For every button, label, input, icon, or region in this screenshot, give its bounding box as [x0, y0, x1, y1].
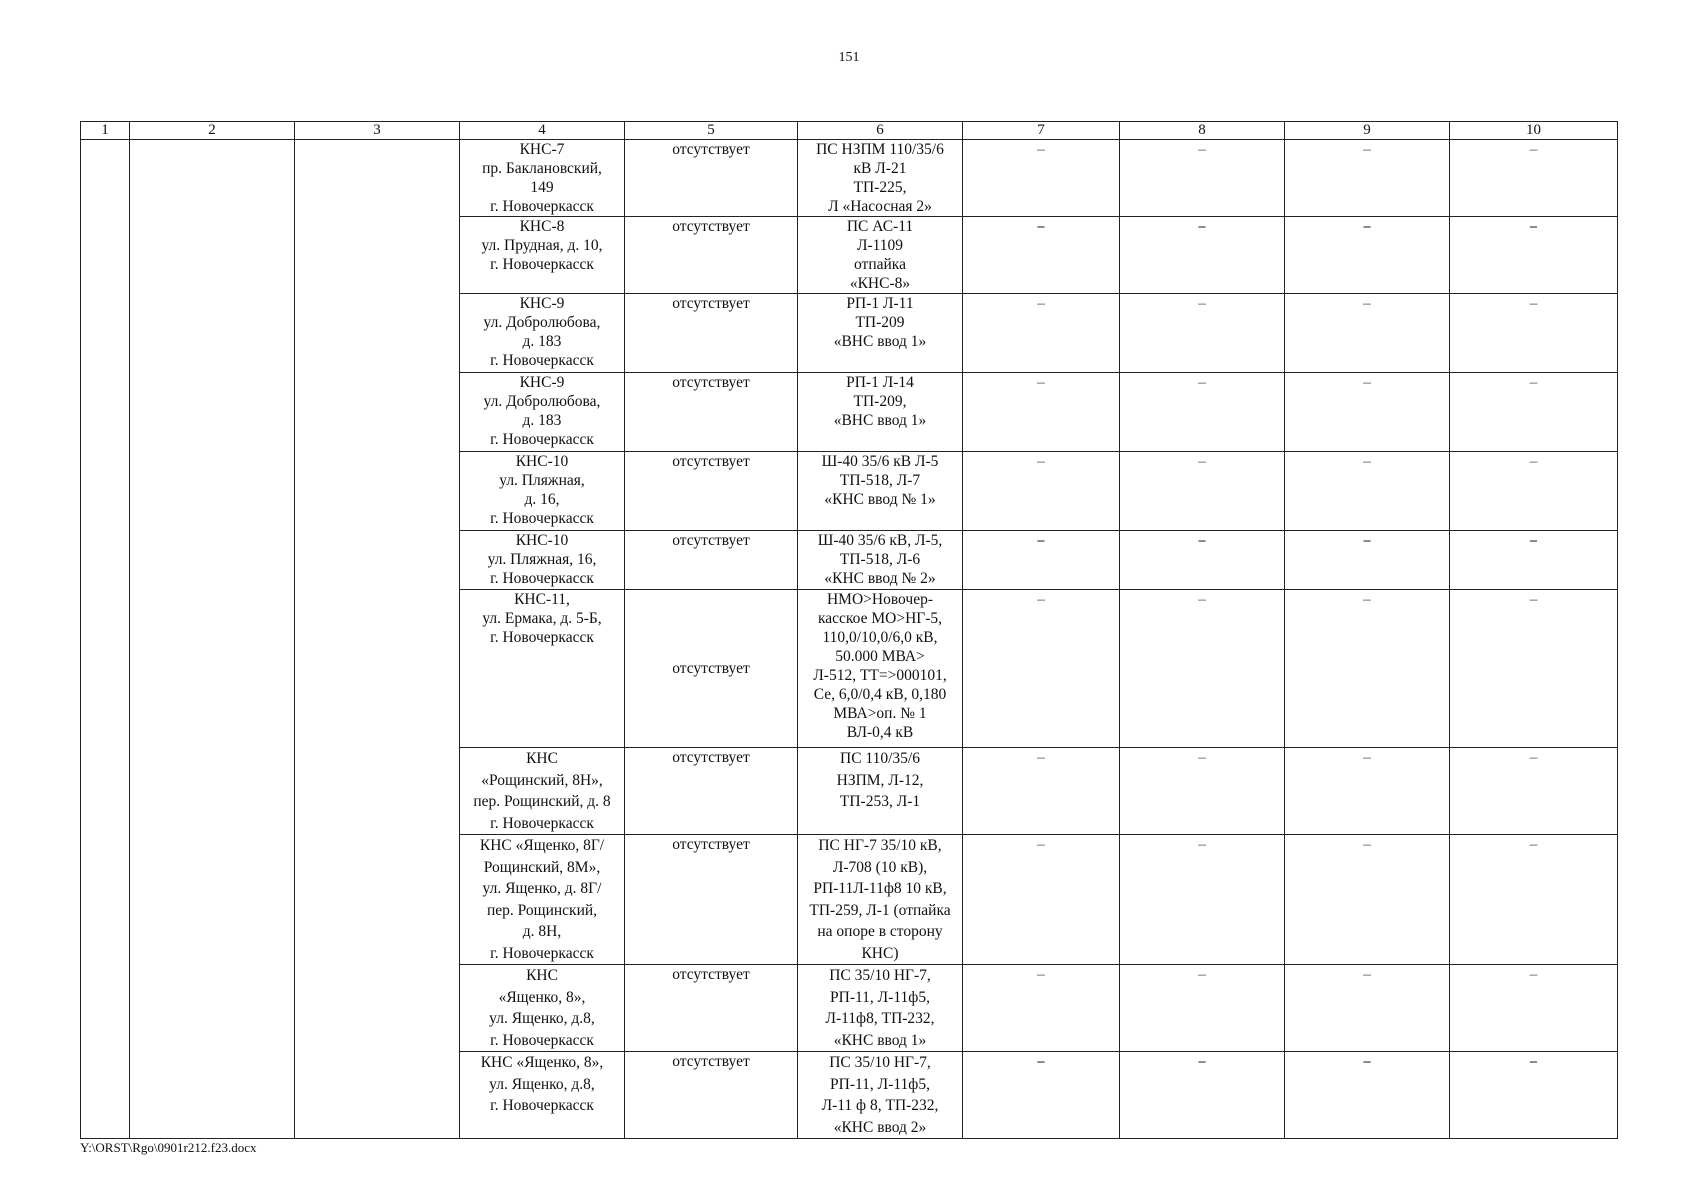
dash-cell: – [1450, 140, 1618, 217]
dash-cell: – [1120, 748, 1285, 835]
dash-cell: – [1120, 835, 1285, 965]
cell-col1-merged [81, 140, 130, 1139]
header-cell: 1 [81, 122, 130, 140]
dash-cell: – [1120, 590, 1285, 748]
status-cell: отсутствует [625, 835, 798, 965]
dash-cell: – [1120, 373, 1285, 452]
power-source-cell: ПС НГ-7 35/10 кВ, Л-708 (10 кВ), РП-11Л-11ф8 10 кВ, ТП-259, Л-1 (отпайка на опоре в сторону КНС) [798, 835, 963, 965]
object-cell: КНС-7 пр. Баклановский, 149 г. Новочеркасск [460, 140, 625, 217]
status-cell: отсутствует [625, 140, 798, 217]
object-cell: КНС «Ященко, 8», ул. Ященко, д.8, г. Новочеркасск [460, 1052, 625, 1139]
dash-cell: – [1285, 835, 1450, 965]
dash-cell: – [1285, 140, 1450, 217]
power-source-cell: ПС 110/35/6 НЗПМ, Л-12, ТП-253, Л-1 [798, 748, 963, 835]
dash-cell: – [1285, 748, 1450, 835]
status-cell: отсутствует [625, 294, 798, 373]
dash-cell: – [1285, 373, 1450, 452]
object-cell: КНС «Ященко, 8», ул. Ященко, д.8, г. Новочеркасск [460, 965, 625, 1052]
dash-cell: – [963, 1052, 1120, 1139]
dash-cell: – [1285, 965, 1450, 1052]
dash-cell: – [1450, 748, 1618, 835]
object-cell: КНС-9 ул. Добролюбова, д. 183 г. Новочеркасск [460, 373, 625, 452]
header-cell: 8 [1120, 122, 1285, 140]
dash-cell: – [1450, 294, 1618, 373]
object-cell: КНС-11, ул. Ермака, д. 5-Б, г. Новочеркасск [460, 590, 625, 748]
dash-cell: – [1450, 531, 1618, 590]
dash-cell: – [963, 835, 1120, 965]
dash-cell: – [1450, 373, 1618, 452]
status-cell: отсутствует [625, 452, 798, 531]
header-row [81, 122, 1618, 140]
dash-cell: – [963, 140, 1120, 217]
dash-cell: – [1450, 965, 1618, 1052]
header-cell: 5 [625, 122, 798, 140]
power-source-cell: РП-1 Л-14 ТП-209, «ВНС ввод 1» [798, 373, 963, 452]
dash-cell: – [1450, 590, 1618, 748]
dash-cell: – [1285, 294, 1450, 373]
dash-cell: – [1120, 965, 1285, 1052]
header-cell: 6 [798, 122, 963, 140]
status-cell: отсутствует [625, 590, 798, 748]
status-cell: отсутствует [625, 748, 798, 835]
header-cell: 2 [130, 122, 295, 140]
power-source-cell: Ш-40 35/6 кВ Л-5 ТП-518, Л-7 «КНС ввод № 1» [798, 452, 963, 531]
dash-cell: – [963, 531, 1120, 590]
dash-cell: – [963, 294, 1120, 373]
dash-cell: – [1120, 140, 1285, 217]
dash-cell: – [963, 373, 1120, 452]
dash-cell: – [963, 590, 1120, 748]
status-cell: отсутствует [625, 217, 798, 294]
header-cell: 9 [1285, 122, 1450, 140]
dash-cell: – [1450, 217, 1618, 294]
power-source-cell: НМО>Новочер- касское МО>НГ-5, 110,0/10,0/6,0 кВ, 50.000 МВА> Л-512, ТТ=>000101, Се, 6,0/0,4 кВ, 0,180 МВА>оп. № 1 ВЛ-0,4 кВ [798, 590, 963, 748]
object-cell: КНС-10 ул. Пляжная, д. 16, г. Новочеркасск [460, 452, 625, 531]
header-cell: 10 [1450, 122, 1618, 140]
status-cell: отсутствует [625, 965, 798, 1052]
dash-cell: – [963, 452, 1120, 531]
header-cell: 7 [963, 122, 1120, 140]
dash-cell: – [1285, 452, 1450, 531]
power-source-cell: ПС АС-11 Л-1109 отпайка «КНС-8» [798, 217, 963, 294]
status-cell: отсутствует [625, 373, 798, 452]
dash-cell: – [1450, 452, 1618, 531]
power-source-cell: РП-1 Л-11 ТП-209 «ВНС ввод 1» [798, 294, 963, 373]
data-table [80, 121, 1618, 1139]
table-row [81, 140, 1618, 217]
power-source-cell: ПС НЗПМ 110/35/6 кВ Л-21 ТП-225, Л «Насосная 2» [798, 140, 963, 217]
dash-cell: – [1285, 1052, 1450, 1139]
header-cell: 4 [460, 122, 625, 140]
dash-cell: – [1120, 217, 1285, 294]
status-cell: отсутствует [625, 1052, 798, 1139]
dash-cell: – [1120, 531, 1285, 590]
status-cell: отсутствует [625, 531, 798, 590]
object-cell: КНС «Ященко, 8Г/ Рощинский, 8М», ул. Ященко, д. 8Г/ пер. Рощинский, д. 8Н, г. Новочеркасск [460, 835, 625, 965]
header-cell: 3 [295, 122, 460, 140]
cell-col2-merged [130, 140, 295, 1139]
page-number: 151 [838, 50, 860, 65]
dash-cell: – [1120, 452, 1285, 531]
dash-cell: – [963, 965, 1120, 1052]
cell-col3-merged [295, 140, 460, 1139]
dash-cell: – [1120, 1052, 1285, 1139]
power-source-cell: Ш-40 35/6 кВ, Л-5, ТП-518, Л-6 «КНС ввод № 2» [798, 531, 963, 590]
dash-cell: – [1285, 531, 1450, 590]
power-source-cell: ПС 35/10 НГ-7, РП-11, Л-11ф5, Л-11ф8, ТП-232, «КНС ввод 1» [798, 965, 963, 1052]
footer-file-path: Y:\ORST\Rgo\0901r212.f23.docx [80, 1140, 257, 1155]
dash-cell: – [1120, 294, 1285, 373]
dash-cell: – [1450, 1052, 1618, 1139]
object-cell: КНС-10 ул. Пляжная, 16, г. Новочеркасск [460, 531, 625, 590]
dash-cell: – [1285, 217, 1450, 294]
object-cell: КНС-8 ул. Прудная, д. 10, г. Новочеркасск [460, 217, 625, 294]
dash-cell: – [963, 217, 1120, 294]
dash-cell: – [1450, 835, 1618, 965]
object-cell: КНС-9 ул. Добролюбова, д. 183 г. Новочеркасск [460, 294, 625, 373]
dash-cell: – [1285, 590, 1450, 748]
power-source-cell: ПС 35/10 НГ-7, РП-11, Л-11ф5, Л-11 ф 8, ТП-232, «КНС ввод 2» [798, 1052, 963, 1139]
dash-cell: – [963, 748, 1120, 835]
object-cell: КНС «Рощинский, 8Н», пер. Рощинский, д. 8 г. Новочеркасск [460, 748, 625, 835]
